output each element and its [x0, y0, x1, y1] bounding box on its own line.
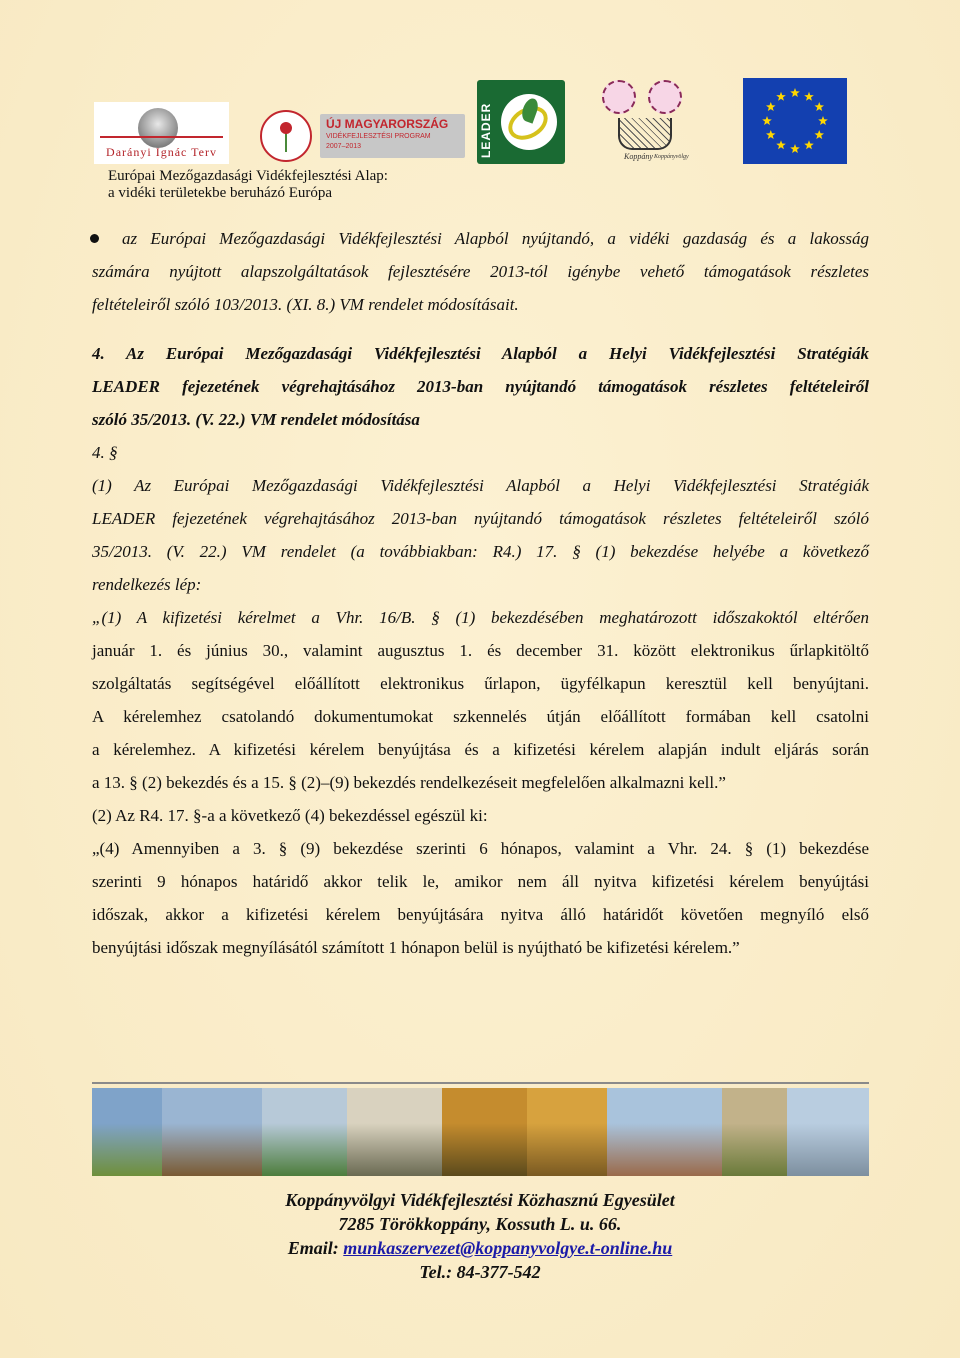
- eu-star-icon: [776, 92, 786, 101]
- caption-line: a vidéki területekbe beruházó Európa: [108, 185, 333, 201]
- caption-line: Európai Mezőgazdasági Vidékfejlesztési Alap:: [108, 168, 388, 184]
- footer-email-line: [0, 1236, 960, 1260]
- reeds-photo: [722, 1088, 787, 1176]
- text-line: (1) Az Európai Mezőgazdasági Vidékfejlesztési Alapból a Helyi Vidékfejlesztési Stratégiák: [92, 476, 869, 495]
- text-line: a kérelemhez. A kifizetési kérelem benyújtása és a kifizetési kérelem alapján indult eljárás során: [92, 740, 869, 759]
- text-line: benyújtási időszak megnyílásától számított 1 hónapon belül is nyújtható be kifizetési kérelem.”: [92, 938, 740, 957]
- pier-photo: [787, 1088, 869, 1176]
- section-title-line: LEADER fejezetének végrehajtásához 2013-ban nyújtandó támogatások részletes feltételeiről: [92, 377, 869, 396]
- eu-flag-logo: [743, 78, 847, 164]
- text-line: „(1) A kifizetési kérelmet a Vhr. 16/B. § (1) bekezdésében meghatározott időszakoktól eltérően: [92, 608, 869, 627]
- koppany-small-text: Koppányvölgy: [654, 154, 689, 160]
- text-line: az Európai Mezőgazdasági Vidékfejlesztési Alapból nyújtandó, a vidéki gazdaság és a lakosság: [122, 229, 869, 248]
- daranyi-logo-text: Darányi Ignác Terv: [106, 145, 217, 159]
- eu-star-icon: [804, 92, 814, 101]
- bullet-item: [92, 222, 869, 321]
- footer-address: 7285 Törökkoppány, Kossuth L. u. 66.: [338, 1214, 622, 1234]
- section-title-line: szóló 35/2013. (V. 22.) VM rendelet módosítása: [92, 410, 420, 429]
- ujm-years: 2007–2013: [326, 143, 362, 150]
- paragraph-1: [92, 469, 869, 601]
- footer: [0, 1188, 960, 1284]
- lake-photo: [262, 1088, 347, 1176]
- logo-divider: [100, 136, 223, 138]
- eu-star-icon: [790, 88, 800, 97]
- text-line: a 13. § (2) bekezdés és a 15. § (2)–(9) bekezdés rendelkezéseit megfelelően alkalmazni kell.”: [92, 773, 726, 792]
- bullet-icon: [90, 234, 99, 243]
- koppanyvolgy-logo: [598, 78, 690, 164]
- footer-email-link[interactable]: munkaszervezet@koppanyvolgye.t-online.hu: [343, 1238, 673, 1258]
- white-house-photo: [347, 1088, 442, 1176]
- farmhouse-photo: [162, 1088, 262, 1176]
- eu-star-icon: [804, 140, 814, 149]
- photo-strip: [92, 1088, 869, 1176]
- section-title-line: 4. Az Európai Mezőgazdasági Vidékfejlesztési Alapból a Helyi Vidékfejlesztési Stratégiák: [92, 344, 869, 363]
- text-line: LEADER fejezetének végrehajtásához 2013-ban nyújtandó támogatások részletes feltételeiről szóló: [92, 509, 869, 528]
- eu-star-icon: [790, 144, 800, 153]
- document-body: [92, 222, 869, 964]
- text-line: „(4) Amennyiben a 3. § (9) bekezdése szerinti 6 hónapos, valamint a Vhr. 24. § (1) bekezdése: [92, 839, 869, 858]
- portrait-icon: [138, 108, 178, 148]
- daranyi-ignac-terv-logo: [94, 102, 229, 164]
- koppany-signature: Koppány: [624, 152, 653, 161]
- eu-star-icon: [815, 130, 825, 139]
- eu-star-icon: [766, 130, 776, 139]
- text-line: 35/2013. (V. 22.) VM rendelet (a továbbiakban: R4.) 17. § (1) bekezdése helyébe a következő: [92, 542, 869, 561]
- church-photo: [607, 1088, 722, 1176]
- text-line: szerinti 9 hónapos határidő akkor telik le, amikor nem áll nyitva kifizetési kérelem benyújtási: [92, 872, 869, 891]
- eu-star-icon: [815, 102, 825, 111]
- section-title: [92, 337, 869, 436]
- flower-emblem-icon: [260, 110, 312, 162]
- text-line: feltételeiről szóló 103/2013. (XI. 8.) VM rendelet módosításait.: [92, 295, 519, 314]
- uj-magyarorszag-logo: [260, 110, 465, 162]
- text-line: számára nyújtott alapszolgáltatások fejlesztésére 2013-tól igénybe vehető támogatások részletes: [92, 262, 869, 281]
- leader-logo-text: LEADER: [479, 102, 493, 158]
- footer-phone: Tel.: 84-377-542: [419, 1262, 541, 1282]
- header-caption: [108, 168, 388, 202]
- autumn-trees-photo: [527, 1088, 607, 1176]
- ujm-logo-box: [320, 114, 465, 158]
- flower-icon: [648, 80, 682, 114]
- eu-star-icon: [818, 116, 828, 125]
- eu-star-icon: [762, 116, 772, 125]
- text-line: időszak, akkor a kifizetési kérelem benyújtására nyitva álló határidőt követően megnyíló első: [92, 905, 869, 924]
- eu-star-icon: [776, 140, 786, 149]
- ujm-title: ÚJ MAGYARORSZÁG: [326, 117, 449, 131]
- footer-email-label: Email:: [287, 1238, 339, 1258]
- paragraph-heading: 4. §: [92, 443, 118, 462]
- forest-photo: [442, 1088, 527, 1176]
- quote-2: [92, 832, 869, 964]
- text-line: A kérelemhez csatolandó dokumentumokat szkennelés útján előállított formában kell csatolni: [92, 707, 869, 726]
- eu-stars-icon: [743, 78, 847, 164]
- footer-divider: [92, 1082, 869, 1084]
- paragraph-2: (2) Az R4. 17. §-a a következő (4) bekezdéssel egészül ki:: [92, 806, 488, 825]
- text-line: rendelkezés lép:: [92, 575, 202, 594]
- quote-1: [92, 601, 869, 799]
- landscape-photo: [92, 1088, 162, 1176]
- text-line: szolgáltatás segítségével előállított elektronikus űrlapon, ügyfélkapun keresztül kell benyújtani.: [92, 674, 869, 693]
- leader-logo: [477, 80, 565, 164]
- footer-org: Koppányvölgyi Vidékfejlesztési Közhasznú Egyesület: [285, 1190, 675, 1210]
- text-line: január 1. és június 30., valamint augusztus 1. és december 31. között elektronikus űrlapkitöltő: [92, 641, 869, 660]
- ujm-subtitle: VIDÉKFEJLESZTÉSI PROGRAM: [326, 133, 431, 140]
- basket-icon: [618, 118, 672, 150]
- eu-star-icon: [766, 102, 776, 111]
- flower-icon: [602, 80, 636, 114]
